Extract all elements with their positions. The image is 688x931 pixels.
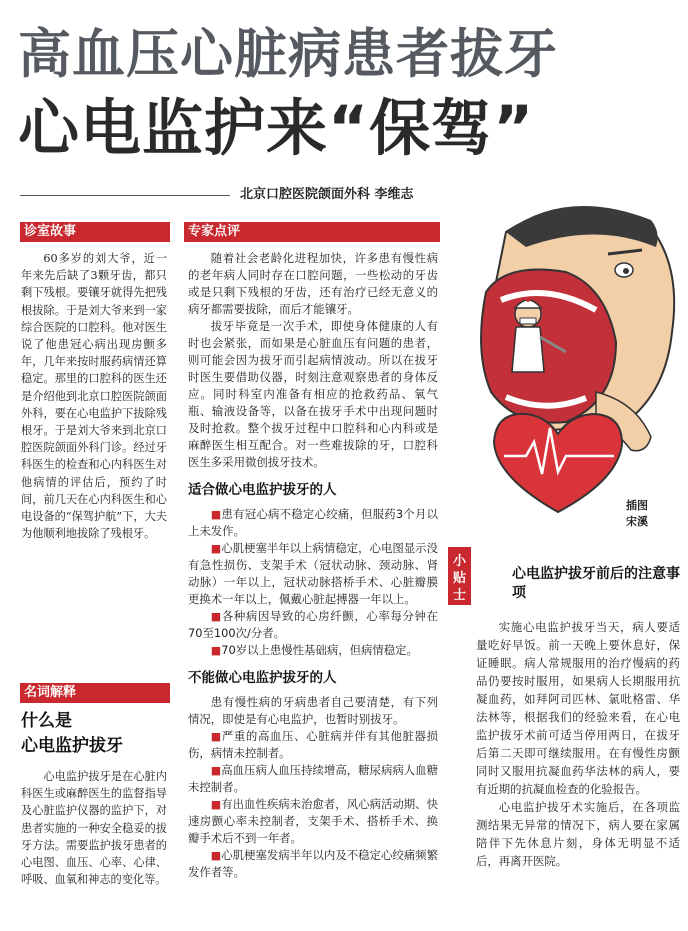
unsuitable-heading: 不能做心电监护拔牙的人 xyxy=(188,670,337,686)
term-title-line-1: 什么是 xyxy=(21,711,72,731)
list-item: ■心肌梗塞半年以上病情稳定，心电图显示没有急性损伤、支架手术（冠状动脉、颈动脉、肾动脉）一年以上，冠状动脉搭桥手术、心脏瓣膜更换术一年以上，佩戴心脏起搏器一年以上。 xyxy=(188,541,438,606)
term-title xyxy=(21,709,171,759)
list-item: ■70岁以上患慢性基础病，但病情稳定。 xyxy=(210,643,418,657)
bullet-square-icon: ■ xyxy=(210,610,222,623)
headline-line-1: 高血压心脏病患者拔牙 xyxy=(18,24,558,85)
expert-column xyxy=(188,250,438,881)
headline-line-2: 心电监护来“保驾” xyxy=(18,93,535,164)
tips-column xyxy=(476,618,680,870)
bullet-square-icon: ■ xyxy=(210,508,222,521)
suitable-heading: 适合做心电监护拔牙的人 xyxy=(188,482,337,498)
tips-badge: 小 贴士 xyxy=(448,547,471,605)
tips-paragraph-1: 实施心电监护拔牙当天，病人要适量吃好早饭。前一天晚上要休息好，保证睡眠。病人常规服用的治疗慢病的药品仍要按时服用，如果病人长期服用抗凝血药，如拜阿司匹林、氯吡格雷、华法林等，根据我们的经验来看，在心电监护拔牙术前可适当停用两日，在拔牙后第二天即可继续服用。在有慢性房颤同时又服用抗凝血药华法林的病人，要有近期的抗凝血检查的化验报告。 xyxy=(476,620,680,796)
list-item: ■高血压病人血压持续增高，糖尿病病人血糖未控制者。 xyxy=(188,763,438,794)
bullet-square-icon: ■ xyxy=(210,644,222,657)
bullet-square-icon: ■ xyxy=(210,798,222,811)
list-item: ■患有冠心病不稳定心绞痛，但服药3个月以上未发作。 xyxy=(188,507,438,538)
bullet-square-icon: ■ xyxy=(210,764,222,777)
section-label-expert: 专家点评 xyxy=(184,222,440,242)
list-item: ■各种病因导致的心房纤颤，心率每分钟在70至100次/分者。 xyxy=(188,609,438,640)
tips-paragraph-2: 心电监护拔牙术实施后，在各项监测结果无异常的情况下，病人要在家属陪伴下先休息片刻，身体无明显不适后，再离开医院。 xyxy=(476,800,680,868)
section-label-term: 名词解释 xyxy=(20,683,170,703)
unsuitable-intro: 患有慢性病的牙病患者自己要清楚，有下列情况，即使是有心电监护，也暂时别拔牙。 xyxy=(188,695,438,726)
list-item: ■严重的高血压、心脏病并伴有其他脏器损伤，病情未控制者。 xyxy=(188,729,438,760)
bullet-square-icon: ■ xyxy=(210,730,222,743)
expert-paragraph-2: 拔牙毕竟是一次手术，即使身体健康的人有时也会紧张，而如果是心脏血压有问题的患者，则可能会因为拔牙而引起病情波动。所以在拔牙时医生要借助仪器，时刻注意观察患者的身体反应。同时科室内准备有相应的抢救药品、氧气瓶、输液设备等，以备在拔牙手术中出现问题时及时抢救。整个拔牙过程中口腔科和心内科或是麻醉医生相互配合。对一些难拔除的牙，口腔科医生多采用微创拔牙技术。 xyxy=(188,319,438,469)
story-column xyxy=(21,250,167,542)
section-label-story: 诊室故事 xyxy=(20,222,170,242)
term-column xyxy=(21,768,167,888)
term-text: 心电监护拔牙是在心脏内科医生或麻醉医生的监督指导及心脏监护仪器的监护下，对患者实施的一种安全稳妥的拔牙方法。需要监护拔牙患者的心电图、血压、心率、心律、呼吸、血氧和神志的变化等。 xyxy=(21,770,167,887)
dentist-heart-illustration xyxy=(446,192,682,532)
list-item: ■有出血性疾病未治愈者，风心病活动期、快速房颤心率未控制者，支架手术、搭桥手术、换瓣手术后不到一年者。 xyxy=(188,797,438,845)
story-text: 60多岁的刘大爷，近一年来先后缺了3颗牙齿，都只剩下残根。要镶牙就得先把残根拔除。于是刘大爷来到一家综合医院的口腔科。他对医生说了他患冠心病出现房颤多年，几年来按时服药病情还算稳定。那里的口腔科的医生还是介绍他到北京口腔医院颌面外科，要在心电监护下拔除残根牙。于是刘大爷来到北京口腔医院颌面外科门诊。经过牙科医生的检查和心内科医生对他病情的评估后，预约了时间，前几天在心内科医生和心电设备的“保驾护航”下，大夫为他顺利地拔除了残根牙。 xyxy=(21,252,167,541)
bullet-square-icon: ■ xyxy=(210,849,222,862)
illustration-credit: 插图 宋溪 xyxy=(626,499,648,528)
byline: 北京口腔医院颌面外科 李维志 xyxy=(240,187,414,202)
bullet-square-icon: ■ xyxy=(210,542,222,555)
tips-title: 心电监护拔牙前后的注意事项 xyxy=(512,566,680,601)
byline-rule xyxy=(20,195,230,196)
list-item: ■心肌梗塞发病半年以内及不稳定心绞痛频繁发作者等。 xyxy=(188,848,438,879)
expert-paragraph-1: 随着社会老龄化进程加快，许多患有慢性病的老年病人同时存在口腔问题，一些松动的牙齿或是只剩下残根的牙齿，还有治疗已经无意义的病牙都需要拔除，而后才能镶牙。 xyxy=(188,251,438,316)
term-title-line-2: 心电监护拔牙 xyxy=(21,736,123,756)
